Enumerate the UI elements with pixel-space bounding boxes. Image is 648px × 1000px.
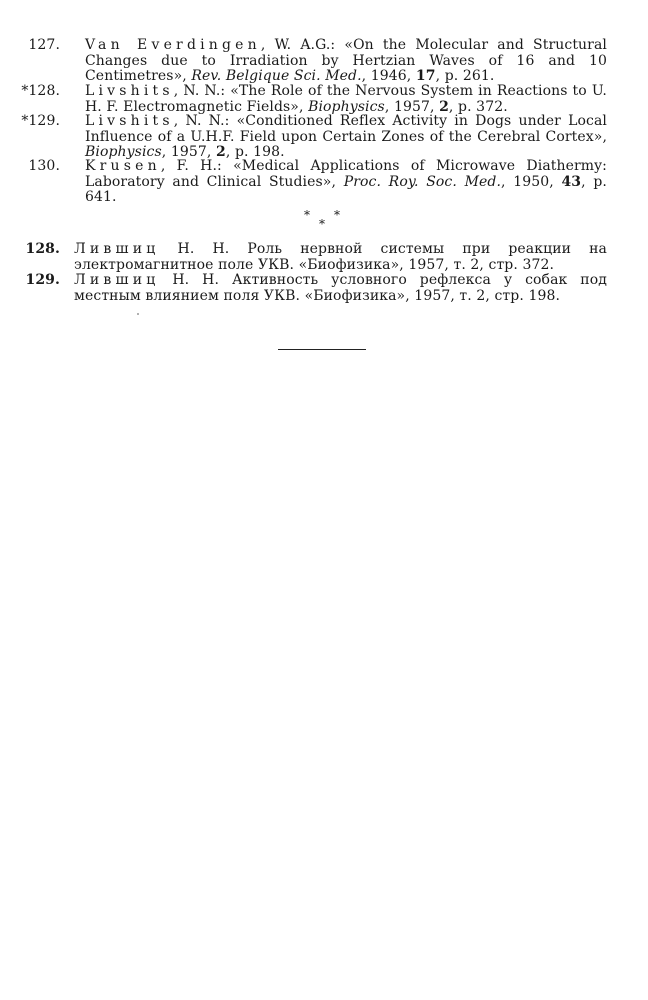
reference-author: Лившиц <box>74 272 160 288</box>
reference-title: «The Role of the Nervous System in Reactions to U. H. F. Electromagnetic Fields», <box>85 83 607 115</box>
reference-body <box>74 242 607 273</box>
reference-body <box>85 114 607 161</box>
reference-body <box>74 273 607 304</box>
reference-body <box>85 84 607 115</box>
print-speck <box>137 313 139 315</box>
reference-initials: , N. N.: <box>173 83 226 99</box>
reference-initials: , N. N.: <box>173 113 230 129</box>
reference-title: «Medical Applications of Microwave Diathermy: Laboratory and Clinical Studies», <box>85 158 607 190</box>
reference-author: Krusen <box>85 158 161 174</box>
reference-author: Livshits <box>85 83 174 99</box>
reference-initials: , W. A.G.: <box>260 37 336 53</box>
reference-volume: 2 <box>216 144 226 160</box>
end-rule <box>278 349 366 350</box>
reference-pages: , p. 198. <box>225 144 285 160</box>
reference-author: Van Everdingen <box>85 37 261 53</box>
reference-year: , 1957, <box>384 98 440 115</box>
reference-year: , 1946, <box>361 68 416 84</box>
reference-number: *129. <box>21 113 60 129</box>
reference-journal: Biophysics <box>85 144 162 160</box>
asterism-separator <box>296 208 356 232</box>
reference-year: , 1957, <box>161 144 217 160</box>
reference-pages: , p. 261. <box>435 68 495 84</box>
reference-volume: 43 <box>561 173 582 190</box>
reference-pages: , p. 372. <box>448 98 508 115</box>
reference-author: Livshits <box>85 113 174 129</box>
reference-body <box>85 38 607 85</box>
reference-title: Н. Н. Активность условного рефлекса у собак под местным влиянием поля УКВ. «Биофизика», 1957, т. 2, стр. 198. <box>74 272 607 304</box>
reference-title: Н. Н. Роль нервной системы при реакции на электромагнитное поле УКВ. «Биофизика», 1957, т. 2, стр. 372. <box>74 241 607 273</box>
reference-volume: 2 <box>439 98 449 115</box>
reference-journal: Biophysics <box>308 98 385 115</box>
asterism-star: * <box>334 208 341 222</box>
reference-number: 129. <box>25 272 60 288</box>
reference-pages: , p. 641. <box>85 173 607 205</box>
reference-volume: 17 <box>415 68 436 84</box>
reference-number: 130. <box>28 158 60 174</box>
reference-journal: Rev. Belgique Sci. Med. <box>191 68 362 84</box>
reference-initials: , F. H.: <box>160 158 222 174</box>
reference-journal: Proc. Roy. Soc. Med. <box>343 173 502 190</box>
reference-title: «On the Molecular and Structural Changes due to Irradiation by Hertzian Waves of 16 and 10 Centimetres», <box>85 37 607 84</box>
reference-body <box>85 159 607 206</box>
reference-number: 128. <box>25 241 60 257</box>
asterism-star: * <box>319 217 326 231</box>
asterism-star: * <box>304 208 311 222</box>
reference-number: 127. <box>28 37 60 53</box>
reference-number: *128. <box>21 83 60 99</box>
reference-author: Лившиц <box>74 241 160 257</box>
reference-year: , 1950, <box>501 173 562 190</box>
reference-title: «Conditioned Reflex Activity in Dogs under Local Influence of a U.H.F. Field upon Certain Zones of the Cerebral Cortex», <box>85 113 607 145</box>
